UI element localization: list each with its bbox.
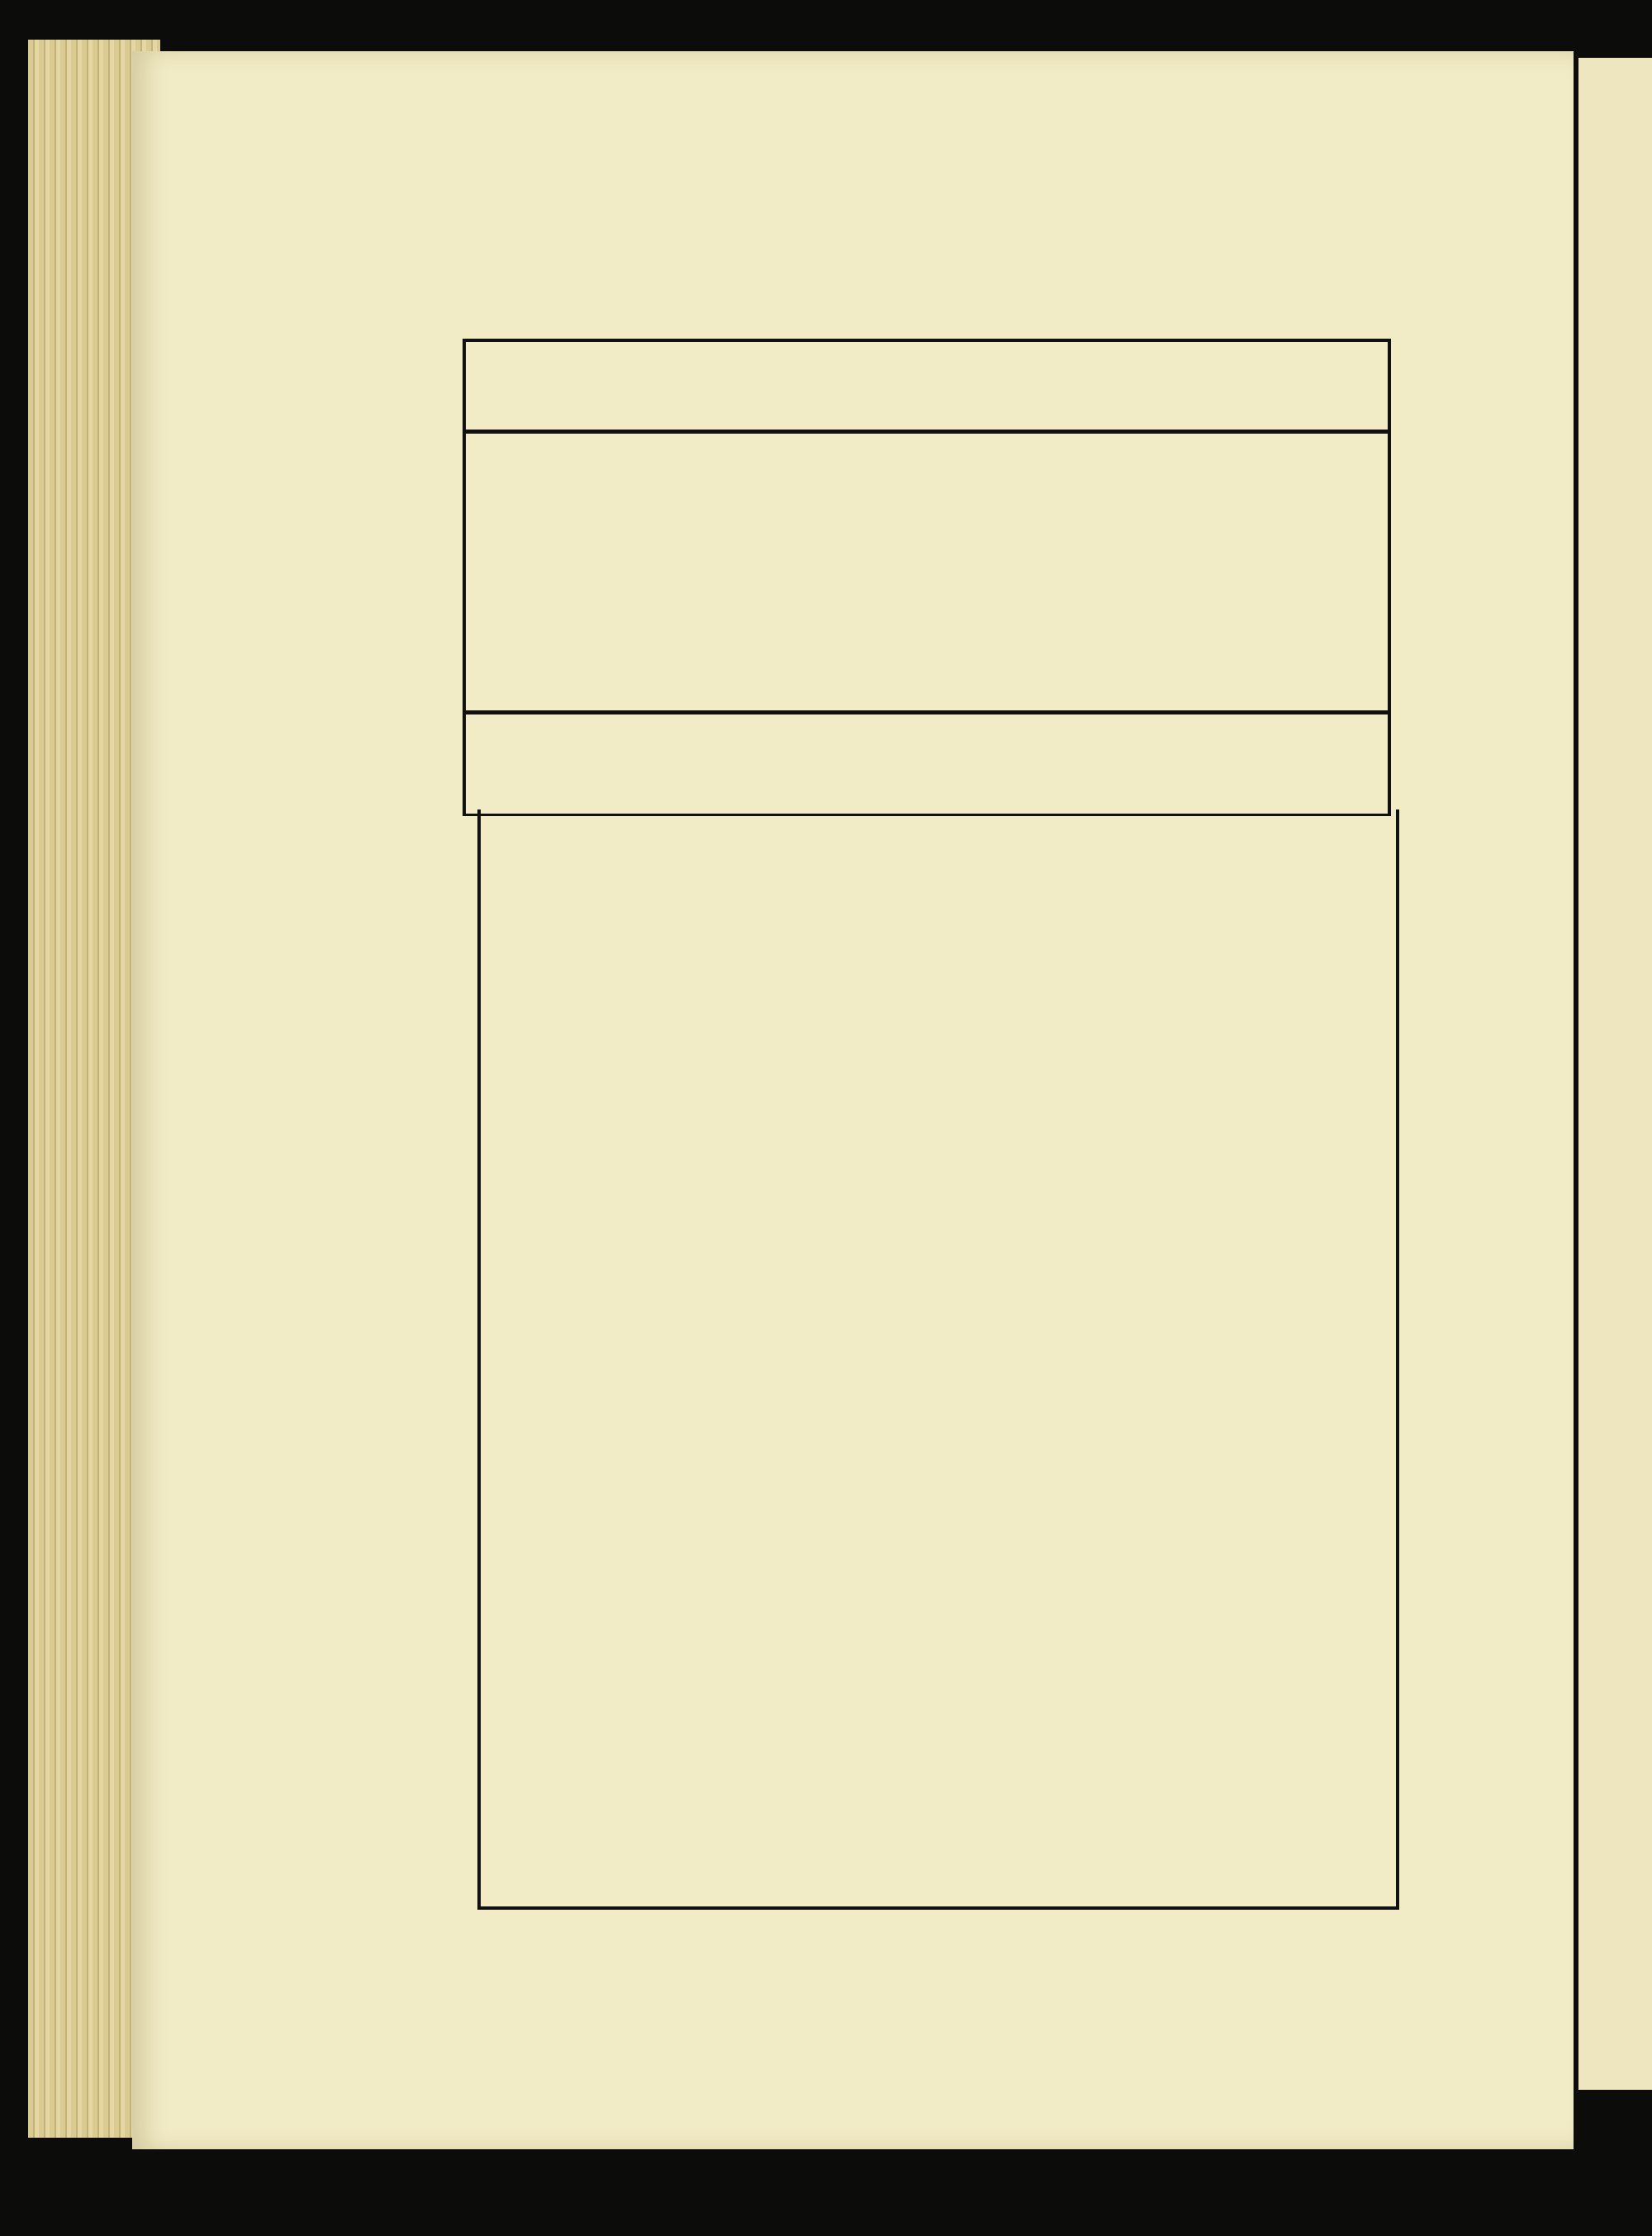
register-table-top [463,339,1391,714]
header-band [466,342,1388,434]
register-table-bottom [477,809,1399,1910]
section-title-band [463,710,1391,816]
facing-page-edge [1574,58,1652,2090]
